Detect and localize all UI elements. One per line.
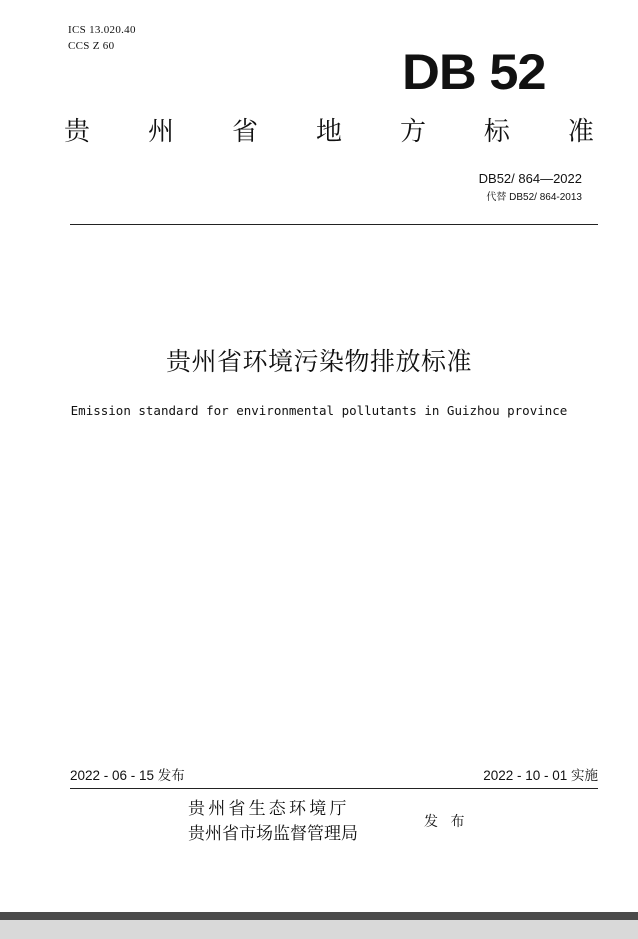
viewer-bottom-strip (0, 920, 638, 939)
issuer-ecology-dept: 贵州省生态环境厅 (188, 799, 350, 819)
standard-type-char: 州 (147, 117, 174, 147)
standard-type-char: 地 (315, 117, 342, 147)
viewer-bottom-bar (0, 912, 638, 920)
standard-type-char: 标 (483, 117, 510, 147)
standard-type-heading (64, 114, 594, 150)
issuing-authorities (188, 797, 358, 847)
db-logo: DB 52 (402, 44, 546, 100)
standard-type-char: 方 (399, 117, 426, 147)
top-divider (70, 224, 598, 225)
standard-type-char: 贵 (64, 117, 91, 147)
issuer-market-bureau: 贵州省市场监督管理局 (188, 824, 358, 844)
issue-date: 2022 - 06 - 15 发布 (70, 768, 185, 783)
standard-type-char: 省 (231, 117, 258, 147)
ccs-code: CCS Z 60 (68, 40, 115, 52)
standard-type-char: 准 (567, 117, 594, 147)
standard-number: DB52/ 864—2022 (478, 171, 582, 186)
ics-code: ICS 13.020.40 (68, 24, 136, 36)
classification-codes (68, 22, 136, 54)
title-english: Emission standard for environmental pollutants in Guizhou province (70, 403, 568, 418)
publish-label: 发 布 (424, 814, 469, 830)
implementation-date: 2022 - 10 - 01 实施 (483, 768, 598, 783)
title-chinese: 贵州省环境污染物排放标准 (165, 347, 472, 376)
bottom-divider (70, 788, 598, 789)
replaced-standard: 代替 DB52/ 864-2013 (486, 192, 582, 203)
